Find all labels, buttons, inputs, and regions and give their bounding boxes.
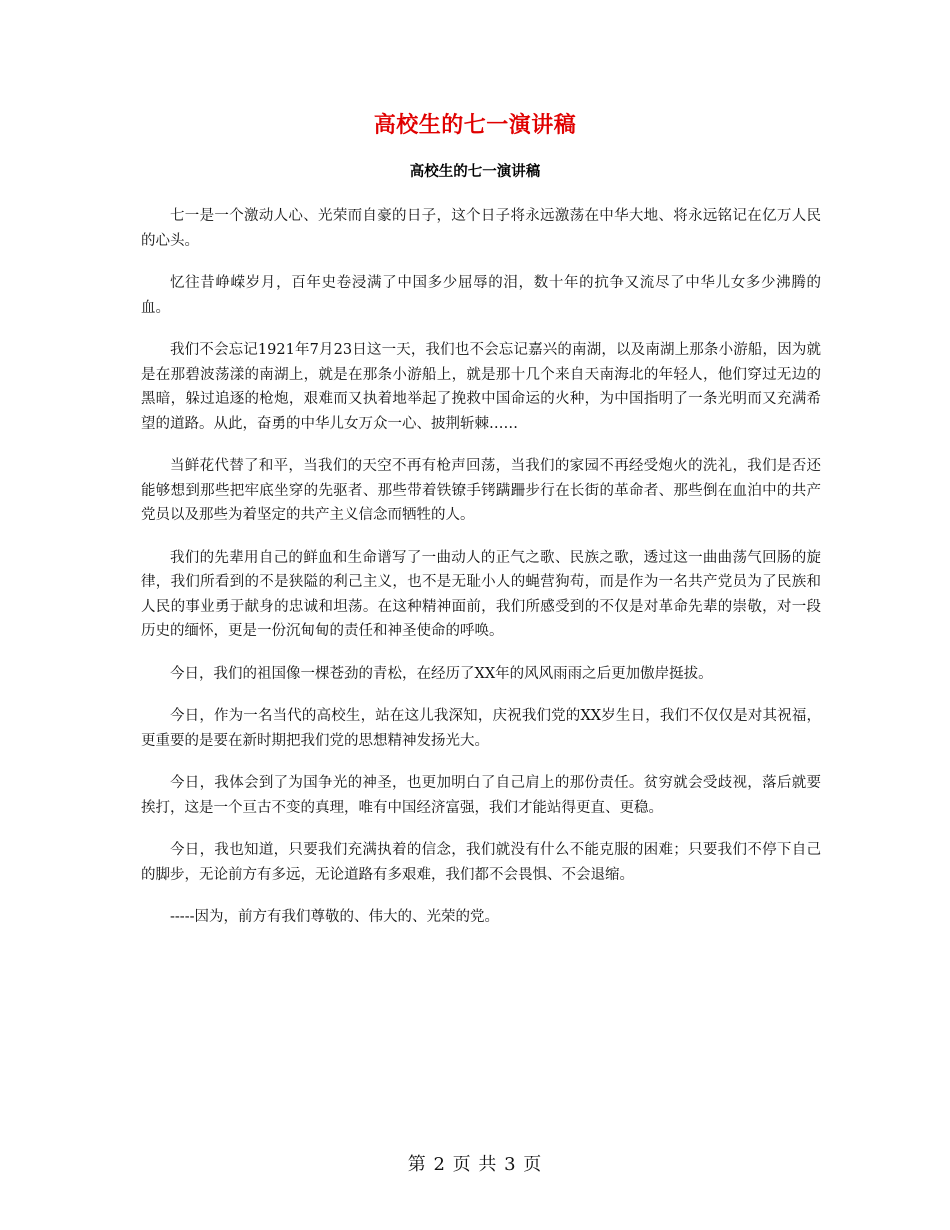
paragraph: 七一是一个激动人心、光荣而自豪的日子，这个日子将永远激荡在中华大地、将永远铭记在亿万人民的心头。 [141,208,821,249]
paragraph: -----因为，前方有我们尊敬的、伟大的、光荣的党。 [170,909,499,925]
paragraph: 当鲜花代替了和平，当我们的天空不再有枪声回荡，当我们的家园不再经受炮火的洗礼，我们是否还能够想到那些把牢底坐穿的先驱者、那些带着铁镣手铐蹒跚步行在长街的革命者、那些倒在血泊中的共产党员以及那些为着坚定的共产主义信念而牺牲的人。 [141,458,821,523]
document-title: 高校生的七一演讲稿 [373,112,577,138]
page-number-footer: 第 2 页 共 3 页 [407,1154,543,1175]
document-body [141,204,821,948]
paragraph: 我们的先辈用自己的鲜血和生命谱写了一曲动人的正气之歌、民族之歌，透过这一曲曲荡气回肠的旋律，我们所看到的不是狭隘的利己主义，也不是无耻小人的蝇营狗苟，而是作为一名共产党员为了民族和人民的事业勇于献身的忠诚和坦荡。在这种精神面前，我们所感受到的不仅是对革命先辈的崇敬，对一段历史的缅怀，更是一份沉甸甸的责任和神圣使命的呼唤。 [141,549,821,639]
document-subtitle: 高校生的七一演讲稿 [409,163,541,180]
paragraph: 今日，我也知道，只要我们充满执着的信念，我们就没有什么不能克服的困难；只要我们不停下自己的脚步，无论前方有多远，无论道路有多艰难，我们都不会畏惧、不会退缩。 [141,842,821,883]
paragraph: 我们不会忘记1921年7月23日这一天，我们也不会忘记嘉兴的南湖，以及南湖上那条小游船，因为就是在那碧波荡漾的南湖上，就是在那条小游船上，就是那十几个来自天南海北的年轻人，他们穿过无边的黑暗，躲过追逐的枪炮，艰难而又执着地举起了挽救中国命运的火种，为中国指明了一条光明而又充满希望的道路。从此，奋勇的中华儿女万众一心、披荆斩棘…… [141,342,821,432]
paragraph: 今日，作为一名当代的高校生，站在这儿我深知，庆祝我们党的XX岁生日，我们不仅仅是对其祝福，更重要的是要在新时期把我们党的思想精神发扬光大。 [141,708,821,749]
paragraph: 今日，我们的祖国像一棵苍劲的青松，在经历了XX年的风风雨雨之后更加傲岸挺拔。 [170,665,713,682]
paragraph: 今日，我体会到了为国争光的神圣，也更加明白了自己肩上的那份责任。贫穷就会受歧视，落后就要挨打，这是一个亘古不变的真理，唯有中国经济富强，我们才能站得更直、更稳。 [141,775,821,816]
paragraph: 忆往昔峥嵘岁月，百年史卷浸满了中国多少屈辱的泪，数十年的抗争又流尽了中华儿女多少沸腾的血。 [141,275,821,316]
